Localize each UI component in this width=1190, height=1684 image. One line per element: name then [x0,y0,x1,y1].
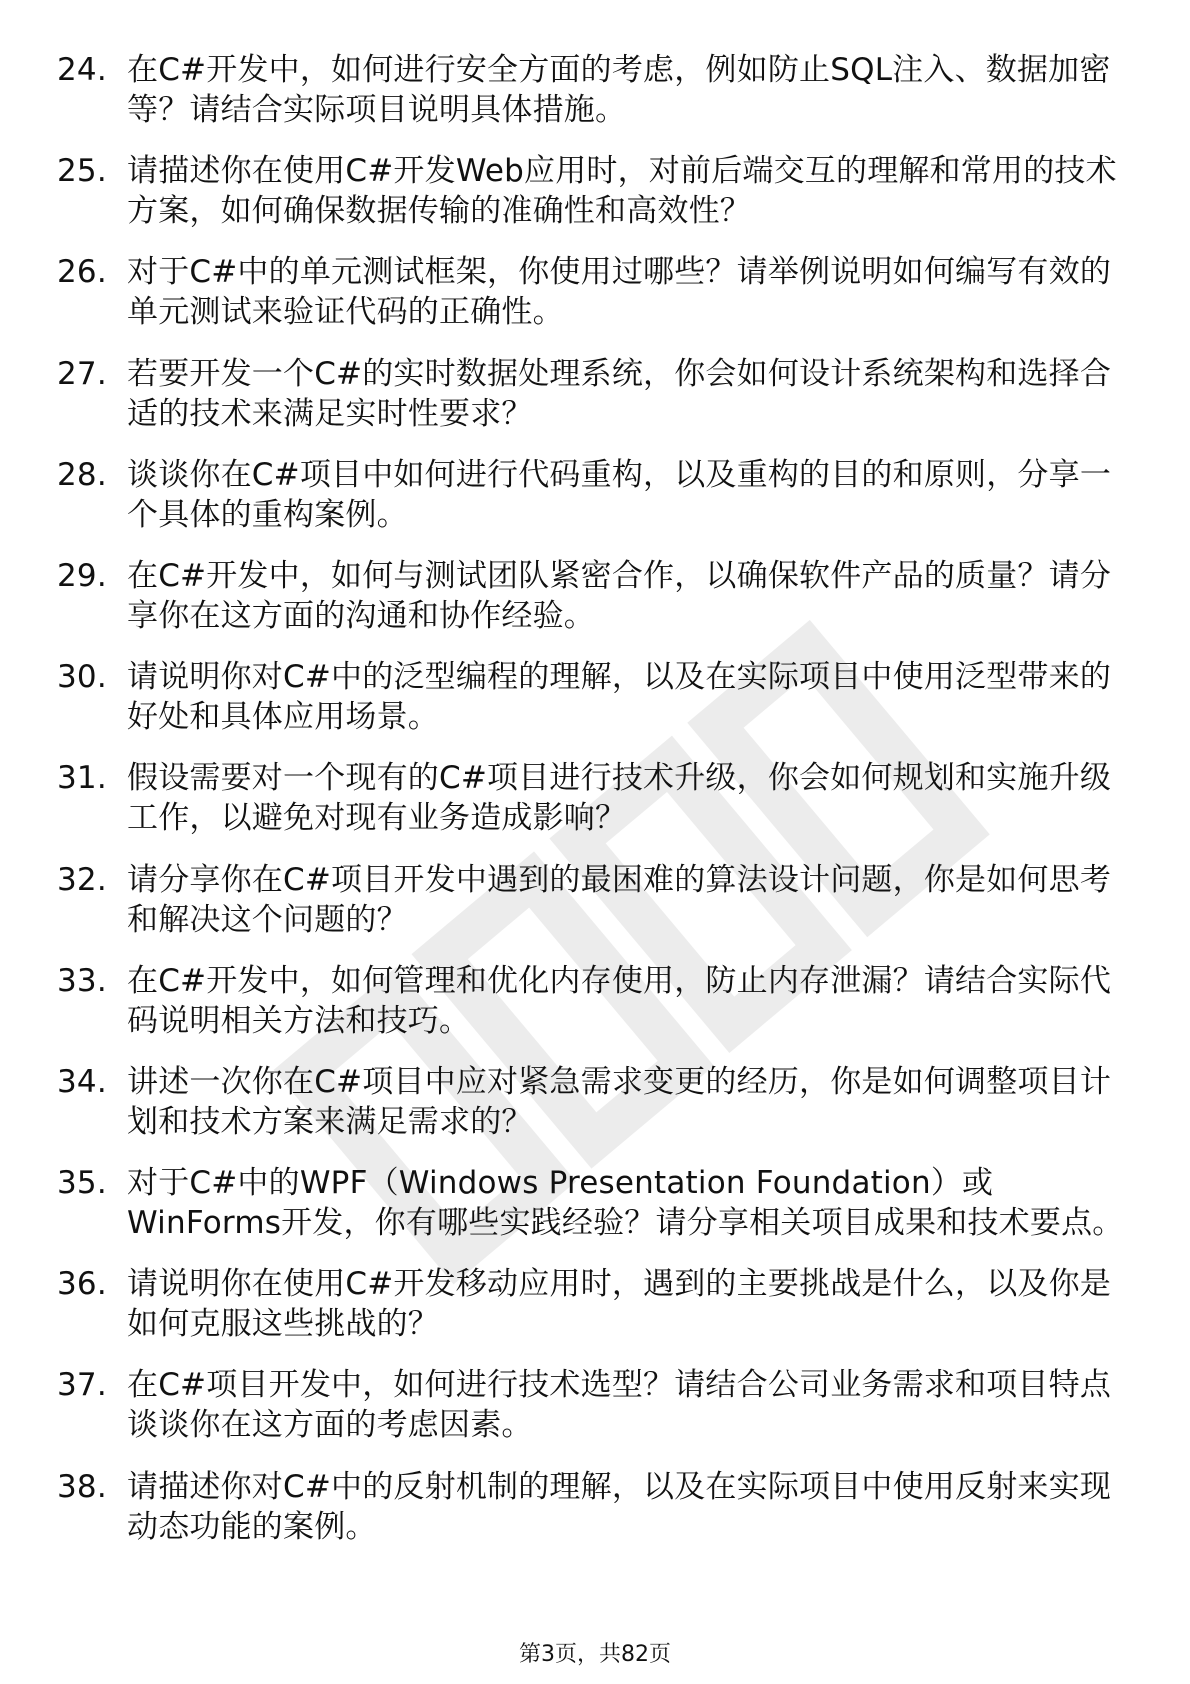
question-number: 34. [57,1063,107,1100]
question-item [57,1467,1137,1547]
page-footer: 第3页，共82页 [519,1642,671,1667]
question-number: 28. [57,456,107,493]
question-number: 36. [57,1266,107,1303]
question-item [57,758,1137,838]
question-number: 35. [57,1165,107,1202]
question-item [57,50,1137,130]
question-text: 在C#开发中，如何管理和优化内存使用，防止内存泄漏？请结合实际代码说明相关方法和技巧。 [127,962,1112,1039]
question-text: 在C#开发中，如何与测试团队紧密合作，以确保软件产品的质量？请分享你在这方面的沟通和协作经验。 [127,557,1112,634]
question-number: 32. [57,861,107,898]
question-number: 30. [57,659,107,696]
question-text: 若要开发一个C#的实时数据处理系统，你会如何设计系统架构和选择合适的技术来满足实时性要求？ [127,355,1112,432]
question-text: 在C#项目开发中，如何进行技术选型？请结合公司业务需求和项目特点谈谈你在这方面的考虑因素。 [127,1367,1112,1444]
question-text: 假设需要对一个现有的C#项目进行技术升级，你会如何规划和实施升级工作，以避免对现有业务造成影响？ [127,760,1112,837]
question-item [57,1062,1137,1142]
question-item [57,1264,1137,1344]
question-item [57,1365,1137,1445]
question-list [57,50,1137,1568]
question-number: 37. [57,1367,107,1404]
question-item [57,1163,1137,1243]
question-text: 请描述你对C#中的反射机制的理解，以及在实际项目中使用反射来实现动态功能的案例。 [127,1468,1112,1545]
question-number: 31. [57,760,107,797]
question-number: 25. [57,153,107,190]
question-item [57,556,1137,636]
question-text: 请说明你对C#中的泛型编程的理解，以及在实际项目中使用泛型带来的好处和具体应用场景。 [127,659,1112,736]
question-text: 对于C#中的单元测试框架，你使用过哪些？请举例说明如何编写有效的单元测试来验证代码的正确性。 [127,254,1112,331]
question-number: 26. [57,254,107,291]
question-text: 对于C#中的WPF（Windows Presentation Foundation）或WinForms开发，你有哪些实践经验？请分享相关项目成果和技术要点。 [127,1165,1124,1242]
question-number: 27. [57,355,107,392]
question-item [57,657,1137,737]
question-number: 38. [57,1468,107,1505]
question-text: 谈谈你在C#项目中如何进行代码重构，以及重构的目的和原则，分享一个具体的重构案例。 [127,456,1112,533]
question-text: 请分享你在C#项目开发中遇到的最困难的算法设计问题，你是如何思考和解决这个问题的？ [127,861,1112,938]
question-text: 请描述你在使用C#开发Web应用时，对前后端交互的理解和常用的技术方案，如何确保数据传输的准确性和高效性？ [127,153,1117,230]
question-text: 在C#开发中，如何进行安全方面的考虑，例如防止SQL注入、数据加密等？请结合实际项目说明具体措施。 [127,52,1111,128]
question-text: 请说明你在使用C#开发移动应用时，遇到的主要挑战是什么，以及你是如何克服这些挑战的？ [127,1266,1112,1343]
question-item [57,252,1137,332]
question-number: 33. [57,962,107,999]
question-item [57,151,1137,231]
question-item [57,961,1137,1041]
question-number: 24. [57,52,107,88]
question-item [57,455,1137,535]
question-item [57,860,1137,940]
question-item [57,354,1137,434]
question-number: 29. [57,557,107,594]
question-text: 讲述一次你在C#项目中应对紧急需求变更的经历，你是如何调整项目计划和技术方案来满足需求的？ [127,1063,1112,1140]
